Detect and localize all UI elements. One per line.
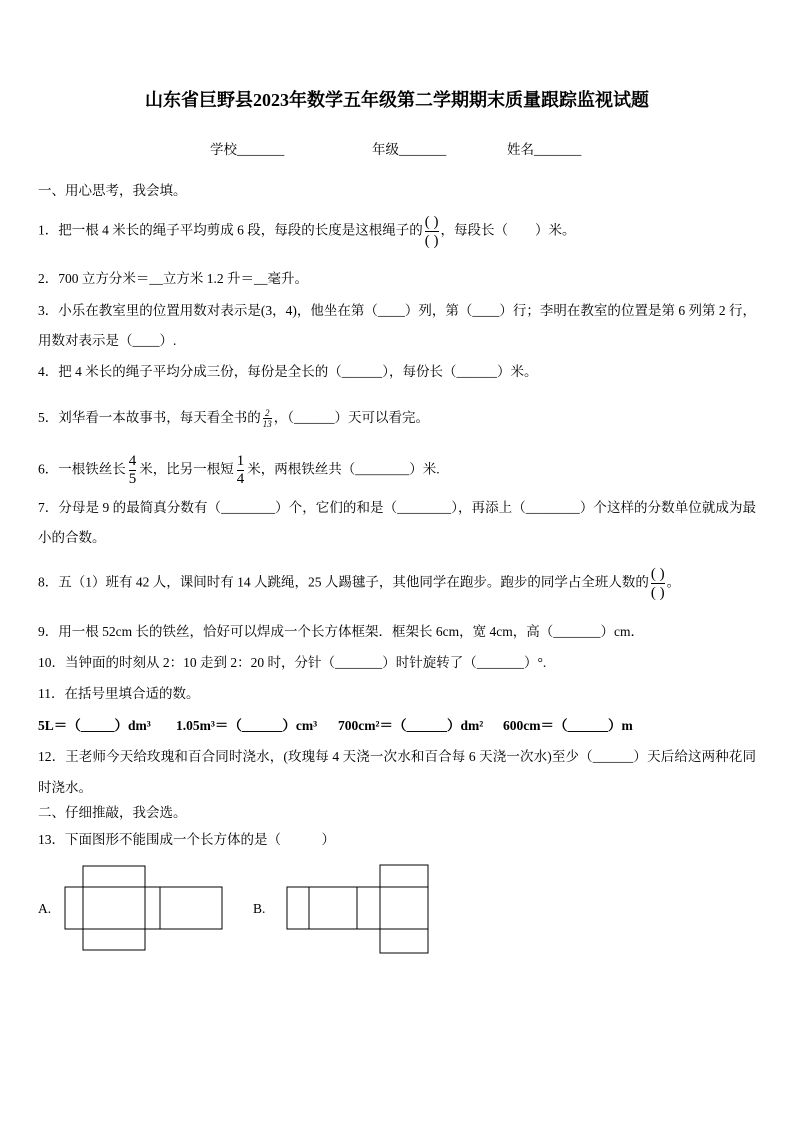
unit-conversion-item: 600cm＝（______）m xyxy=(503,718,633,733)
question-6-fraction-2 xyxy=(235,453,247,488)
grade-field: 年级_______ xyxy=(372,142,447,157)
net-face xyxy=(160,887,222,929)
fraction-numerator: 4 xyxy=(128,453,137,469)
question-6 xyxy=(38,453,756,488)
net-face xyxy=(357,887,380,929)
section-heading-1: 一、用心思考，我会填。 xyxy=(38,183,187,198)
name-field: 姓名_______ xyxy=(507,142,582,157)
question-13-stem: 13．下面图形不能围成一个长方体的是（ ） xyxy=(38,832,335,847)
net-face xyxy=(83,866,145,887)
net-face xyxy=(83,929,145,950)
page-title: 山东省巨野县2023年数学五年级第二学期期末质量跟踪监视试题 xyxy=(145,90,649,110)
question-1-text: 1．把一根 4 米长的绳子平均剪成 6 段，每段的长度是这根绳子的 xyxy=(38,222,423,238)
question-9: 9．用一根 52cm 长的铁丝，恰好可以焊成一个长方体框架．框架长 6cm，宽 4cm，高（_______）cm． xyxy=(38,624,644,639)
question-8-text: 8．五（1）班有 42 人，课间时有 14 人跳绳，25 人踢毽子，其他同学在跑步。跑步的同学占全班人数的 xyxy=(38,574,649,590)
question-3: 3．小乐在教室里的位置用数对表示是(3，4)，他坐在第（____）列，第（____）行；李明在教室的位置是第 6 列第 2 行，用数对表示是（____）. xyxy=(38,303,756,348)
fraction-denominator: ( ) xyxy=(424,233,439,249)
question-12: 12．王老师今天给玫瑰和百合同时浇水，(玫瑰每 4 天浇一次水和百合每 6 天浇一次水)至少（______）天后给这两种花同时浇水。 xyxy=(38,749,756,795)
net-face xyxy=(287,887,309,929)
question-8-fraction xyxy=(650,565,666,602)
fraction-denominator: ( ) xyxy=(650,585,665,601)
question-4: 4．把 4 米长的绳子平均分成三份，每份是全长的（______），每份长（______）米。 xyxy=(38,364,538,379)
question-5-fraction xyxy=(262,408,273,429)
section-heading-2: 二、仔细推敲，我会选。 xyxy=(38,805,187,820)
question-5-text-end: ，（______）天可以看完。 xyxy=(273,410,429,425)
option-b-label: B. xyxy=(253,901,266,916)
unit-conversion-item: 5L＝（_____）dm³ xyxy=(38,718,151,733)
question-8 xyxy=(38,565,756,602)
option-a-label: A. xyxy=(38,901,52,916)
question-6-fraction-1 xyxy=(127,453,139,488)
question-8-text-end: 。 xyxy=(666,574,681,590)
fraction-numerator: ( ) xyxy=(650,566,665,582)
question-5 xyxy=(38,408,756,429)
net-face xyxy=(309,887,357,929)
question-1-text-end: ，每段长（ ）米。 xyxy=(440,222,576,238)
question-6-text-end: 米，两根铁丝共（________）米. xyxy=(247,461,440,477)
fraction-numerator: ( ) xyxy=(424,214,439,230)
question-1-fraction xyxy=(424,213,440,250)
fraction-denominator: 5 xyxy=(128,471,137,487)
fraction-numerator: 1 xyxy=(236,453,245,469)
unit-conversion-item: 1.05m³＝（______）cm³ xyxy=(176,718,318,733)
question-2: 2．700 立方分米＝__立方米 1.2 升＝__毫升。 xyxy=(38,271,308,286)
question-11-stem: 11．在括号里填合适的数。 xyxy=(38,686,200,701)
net-face xyxy=(145,887,160,929)
question-10: 10．当钟面的时刻从 2：10 走到 2：20 时，分针（_______）时针旋转了（_______）°. xyxy=(38,655,547,670)
net-face xyxy=(380,887,428,929)
question-6-text-mid: 米，比另一根短 xyxy=(139,461,234,477)
fraction-denominator: 4 xyxy=(236,471,245,487)
question-6-text: 6．一根铁丝长 xyxy=(38,461,126,477)
option-a-net-figure xyxy=(60,860,230,956)
net-face xyxy=(65,887,83,929)
fraction-numerator: 2 xyxy=(265,408,270,419)
school-field: 学校_______ xyxy=(210,142,285,157)
unit-conversion-item: 700cm²＝（______）dm² xyxy=(338,718,484,733)
net-face xyxy=(83,887,145,929)
question-1 xyxy=(38,213,756,250)
net-face xyxy=(380,929,428,953)
question-7: 7．分母是 9 的最简真分数有（________）个，它们的和是（________），再添上（________）个这样的分数单位就成为最小的合数。 xyxy=(38,500,756,545)
option-b-net-figure xyxy=(280,858,435,958)
question-5-text: 5．刘华看一本故事书，每天看全书的 xyxy=(38,410,261,425)
net-face xyxy=(380,865,428,887)
fraction-denominator: 13 xyxy=(262,419,272,430)
